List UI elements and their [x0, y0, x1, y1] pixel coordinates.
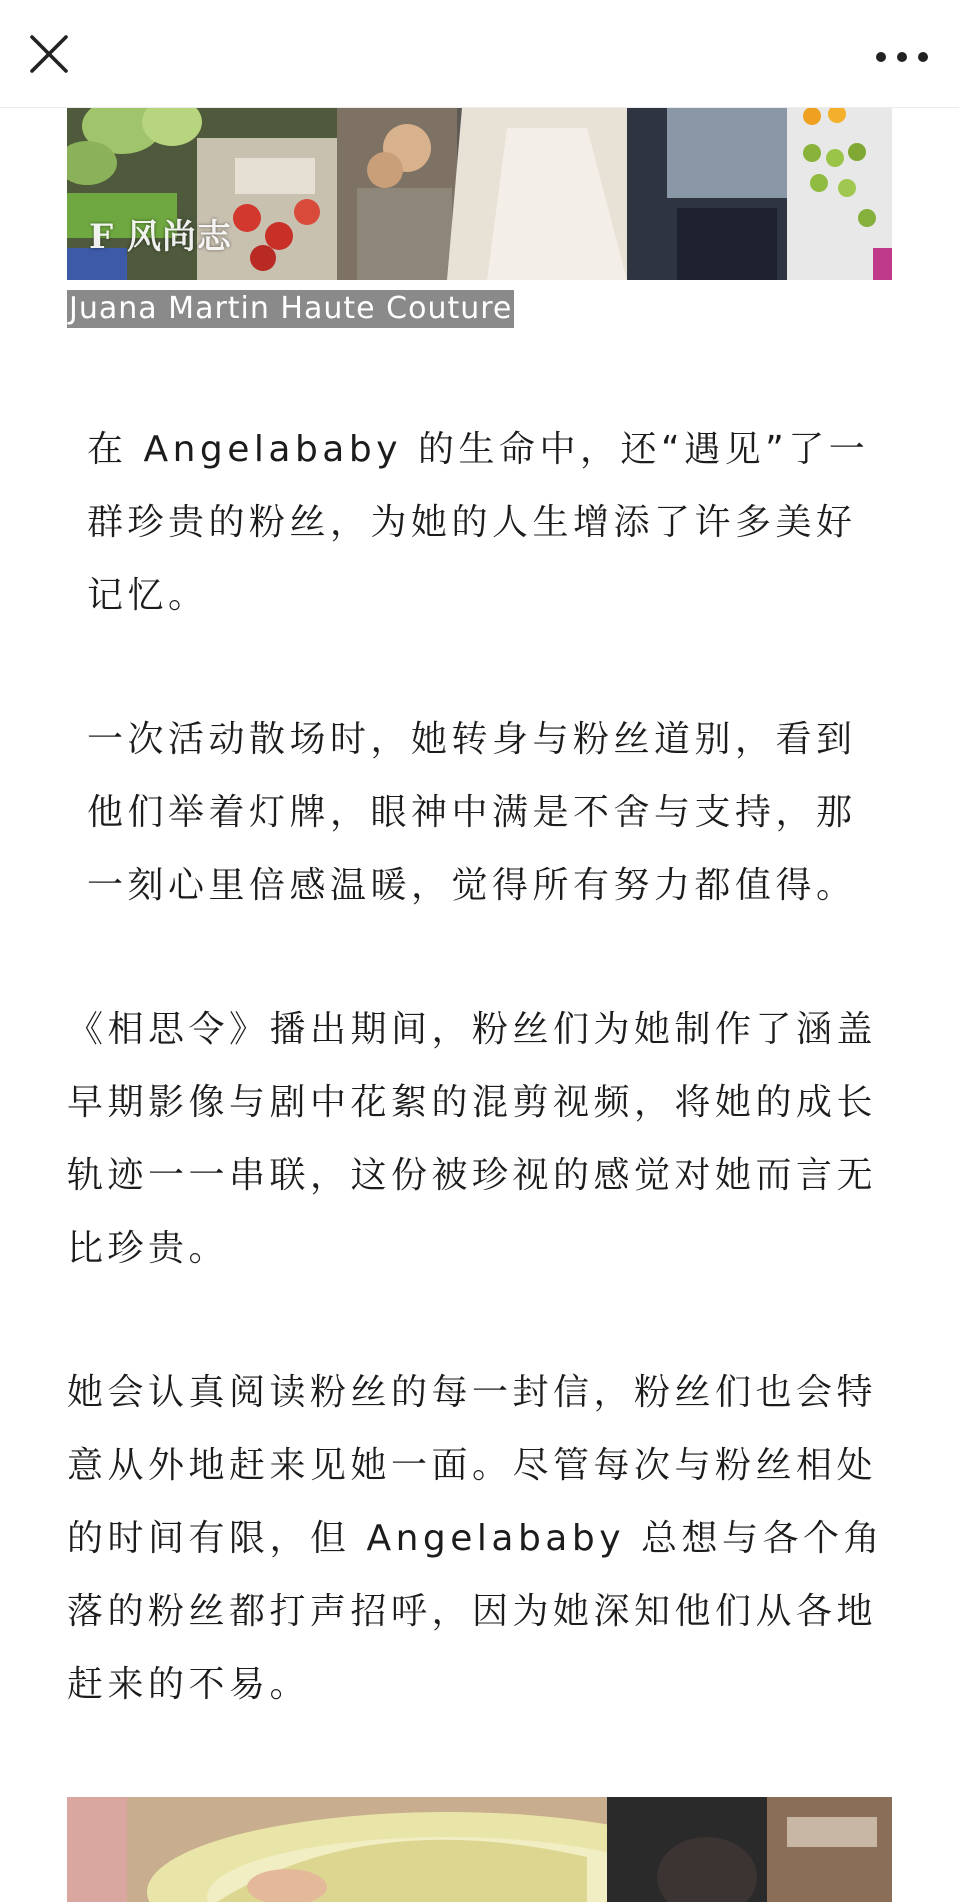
paragraph-3: 《相思令》播出期间，粉丝们为她制作了涵盖早期影像与剧中花絮的混剪视频，将她的成长轨迹一一串联，这份被珍视的感觉对她而言无比珍贵。	[67, 1009, 878, 1269]
article-photo-bottom	[67, 1797, 892, 1902]
image-watermark: F 风尚志	[89, 217, 232, 257]
article-photo-top	[67, 108, 892, 280]
close-button[interactable]	[28, 33, 70, 75]
more-icon	[873, 38, 931, 76]
more-button[interactable]	[873, 38, 931, 76]
paragraph-2: 一次活动散场时，她转身与粉丝道别，看到他们举着灯牌，眼神中满是不舍与支持，那一刻心里倍感温暖，觉得所有努力都值得。	[87, 719, 857, 906]
paragraph-4: 她会认真阅读粉丝的每一封信，粉丝们也会特意从外地赶来见她一面。尽管每次与粉丝相处的时间有限，但 Angelababy 总想与各个角落的粉丝都打声招呼，因为她深知他们从各地赶来的不易。	[67, 1372, 884, 1705]
top-bar	[0, 0, 959, 108]
image-caption: Juana Martin Haute Couture	[69, 291, 513, 326]
bottom-photo	[67, 1797, 892, 1902]
close-icon	[28, 33, 70, 75]
paragraph-1: 在 Angelababy 的生命中，还“遇见”了一群珍贵的粉丝，为她的人生增添了许多美好记忆。	[87, 429, 870, 616]
